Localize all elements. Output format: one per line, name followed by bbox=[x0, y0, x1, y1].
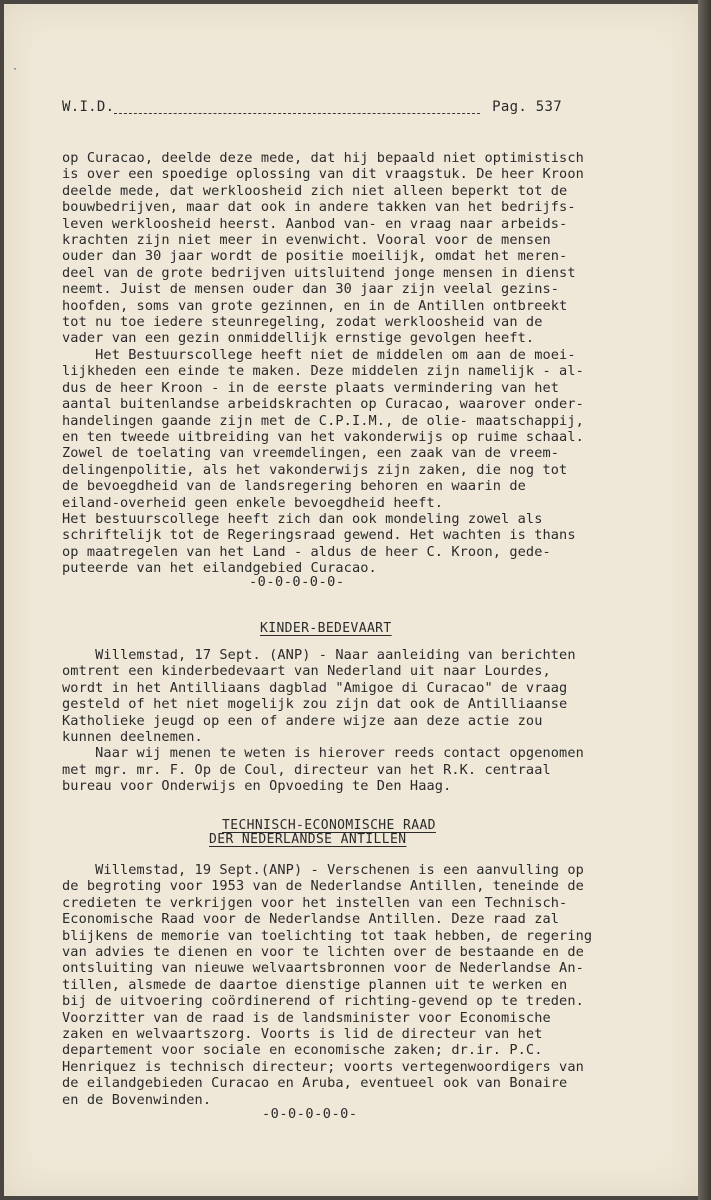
header-source: W.I.D. bbox=[62, 99, 115, 115]
page-number: Pag. 537 bbox=[492, 99, 562, 115]
paragraph-kinderbedevaart: Willemstad, 17 Sept. (ANP) - Naar aanleiding van berichten omtrent een kinderbedevaart van Nederland uit naar Lourdes, wordt in het Antilliaans dagblad "Amigoe di Curacao" de vraag gesteld of het niet mogelijk zou zijn dat ook de Antilliaanse Katholieke jeugd op een of andere wijze aan deze actie zou kunnen deelnemen. Naar wij menen te weten is hierover reeds contact opgenomen met mgr. mr. F. Op de Coul, directeur van het R.K. centraal bureau voor Onderwijs en Opvoeding te Den Haag. bbox=[62, 647, 584, 795]
separator: -0-0-0-0-0- bbox=[249, 574, 345, 590]
paragraph-werkloosheid: op Curacao, deelde deze mede, dat hij bepaald niet optimistisch is over een spoedige oplossing van dit vraagstuk. De heer Kroon deelde mede, dat werkloosheid zich niet alleen beperkt tot de bouwbedrijven, maar dat ook in andere takken van het bedrijfs- leven werkloosheid heerst. Aanbod van- en vraag naar arbeids- krachten zijn niet meer in evenwicht. Vooral voor de mensen ouder dan 30 jaar wordt de positie moeilijk, omdat het meren- deel van de grote bedrijven uitsluitend jonge mensen in dienst neemt. Juist de mensen ouder dan 30 jaar zijn veelal gezins- hoofden, soms van grote gezinnen, en in de Antillen ontbreekt tot nu toe iedere steunregeling, zodat werkloosheid van de vader van een gezin onmiddellijk ernstige gevolgen heeft. bbox=[62, 150, 584, 347]
typed-page bbox=[4, 4, 698, 1196]
header-rule bbox=[114, 113, 480, 114]
margin-mark: · bbox=[12, 64, 19, 75]
paragraph-bestuurscollege: Het Bestuurscollege heeft niet de middelen om aan de moei- lijkheden een einde te maken. Deze middelen zijn namelijk - al- dus de heer Kroon - in de eerste plaats vermindering van het aantal buitenlandse arbeidskrachten op Curacao, waarover onder- handelingen gaande zijn met de C.P.I.M., de olie- maatschappij, en ten tweede uitbreiding van het vakonderwijs op ruime schaal. Zowel de toelating van vreemdelingen, een zaak van de vreem- delingenpolitie, als het vakonderwijs zijn zaken, die nog tot de bevoegdheid van de landsregering behoren en waarin de eiland-overheid geen enkele bevoegdheid heeft. Het bestuurscollege heeft zich dan ook mondeling zowel als schriftelijk tot de Regeringsraad gewend. Het wachten is thans op maatregelen van het Land - aldus de heer C. Kroon, gede- puteerde van het eilandgebied Curacao. bbox=[62, 347, 584, 577]
heading-kinder-bedevaart: KINDER-BEDEVAART bbox=[260, 621, 392, 636]
heading-nederlandse-antillen: DER NEDERLANDSE ANTILLEN bbox=[209, 832, 407, 847]
separator-end: -0-0-0-0-0- bbox=[262, 1106, 358, 1122]
page-header bbox=[62, 99, 562, 119]
paragraph-technisch-economische-raad: Willemstad, 19 Sept.(ANP) - Verschenen is een aanvulling op de begroting voor 1953 van de Nederlandse Antillen, teneinde de credieten te verkrijgen voor het instellen van een Technisch- Economische Raad voor de Nederlandse Antillen. Deze raad zal blijkens de memorie van toelichting tot taak hebben, de regering van advies te dienen en voor te lichten over de bestaande en de ontsluiting van nieuwe welvaartsbronnen voor de Nederlandse An- tillen, alsmede de daartoe dienstige plannen uit te werken en bij de uitvoering coördinerend of richting-gevend op te treden. Voorzitter van de raad is de landsminister voor Economische zaken en welvaartszorg. Voorts is lid de directeur van het departement voor sociale en economische zaken; dr.ir. P.C. Henriquez is technisch directeur; voorts vertegenwoordigers van de eilandgebieden Curacao en Aruba, eventueel ook van Bonaire en de Bovenwinden. bbox=[62, 862, 593, 1108]
heading-technisch-economische-raad: TECHNISCH-ECONOMISCHE RAAD bbox=[222, 818, 436, 833]
page-edge bbox=[698, 0, 711, 1200]
